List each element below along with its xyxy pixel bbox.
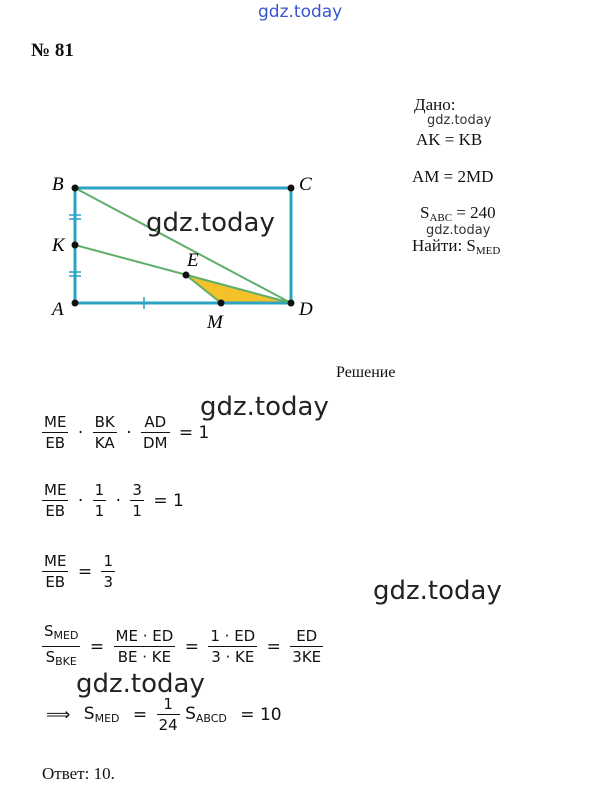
given-line-ak-kb: AK = KB bbox=[416, 130, 483, 149]
eq3-frac-me-eb: $\frac{ME}{EB}$ bbox=[44, 552, 67, 591]
given-find-text: Найти: S bbox=[412, 236, 476, 255]
equation-2: $\frac{ME}{EB}$ · $\frac{1}{1}$ · $\frac{3}{1}$ = 1 bbox=[44, 481, 184, 520]
eq5-s-abcd: $S_{ABCD}$ bbox=[185, 704, 227, 725]
label-c: C bbox=[299, 174, 312, 195]
eq5-s-med: $S_{MED}$ bbox=[83, 704, 120, 725]
watermark-given-2: gdz.today bbox=[426, 223, 491, 238]
point-d bbox=[288, 300, 295, 307]
eq4-frac-substituted: $\frac{1 \cdot ED}{3 \cdot KE}$ bbox=[210, 627, 256, 666]
eq1-frac-ad-dm: $\frac{AD}{DM}$ bbox=[143, 413, 168, 452]
eq2-frac-1-1: $\frac{1}{1}$ bbox=[94, 481, 105, 520]
watermark-top: gdz.today bbox=[258, 2, 343, 22]
given-area-s: S bbox=[420, 203, 430, 222]
equation-4: $\frac{S_{MED}}{S_{BKE}}$ = $\frac{ME \cdot ED}{BE \cdot KE}$ = $\frac{1 \cdot ED}{3 \cdot KE}$ = $\frac{ED}{3KE}$ bbox=[42, 621, 323, 672]
watermark-solution-1: gdz.today bbox=[200, 392, 329, 422]
given-find-sub: MED bbox=[475, 245, 501, 257]
watermark-solution-3: gdz.today bbox=[76, 669, 205, 699]
equation-5: ⟹ $S_{MED}$ = $\frac{1}{24}$ $S_{ABCD} = 10$ bbox=[46, 695, 282, 734]
eq4-frac-areas: $\frac{S_{MED}}{S_{BKE}}$ bbox=[44, 622, 79, 668]
label-d: D bbox=[299, 299, 313, 320]
given-line-am-md: AM = 2MD bbox=[412, 167, 494, 186]
given-header: Дано: bbox=[414, 95, 456, 114]
point-e bbox=[183, 272, 190, 279]
geometry-figure bbox=[40, 160, 340, 340]
watermark-solution-2: gdz.today bbox=[373, 576, 502, 606]
problem-number: № 81 bbox=[31, 40, 74, 61]
eq4-frac-result: $\frac{ED}{3KE}$ bbox=[292, 627, 322, 666]
given-line-area bbox=[420, 203, 496, 224]
eq2-frac-me-eb: $\frac{ME}{EB}$ bbox=[44, 481, 67, 520]
point-k bbox=[72, 242, 79, 249]
label-e: E bbox=[187, 250, 199, 271]
segment-bm bbox=[75, 188, 291, 303]
label-a: A bbox=[52, 299, 64, 320]
equation-3: $\frac{ME}{EB}$ = $\frac{1}{3}$ bbox=[44, 552, 114, 591]
eq2-frac-3-1: $\frac{3}{1}$ bbox=[132, 481, 142, 520]
point-c bbox=[288, 185, 295, 192]
answer: Ответ: 10. bbox=[42, 764, 115, 783]
given-area-value: = 240 bbox=[452, 203, 496, 222]
eq5-rhs: = 10 bbox=[240, 704, 282, 725]
point-m bbox=[218, 300, 225, 307]
eq1-frac-bk-ka: $\frac{BK}{KA}$ bbox=[94, 413, 115, 452]
label-b: B bbox=[52, 174, 64, 195]
eq3-frac-1-3: $\frac{1}{3}$ bbox=[103, 552, 114, 591]
solution-header: Решение bbox=[336, 364, 396, 381]
point-a bbox=[72, 300, 79, 307]
watermark-given-1: gdz.today bbox=[427, 113, 492, 128]
eq1-rhs: = 1 bbox=[178, 422, 210, 443]
eq4-frac-products: $\frac{ME \cdot ED}{BE \cdot KE}$ bbox=[115, 627, 174, 666]
point-b bbox=[72, 185, 79, 192]
equation-1: $\frac{ME}{EB}$ · $\frac{BK}{KA}$ · $\frac{AD}{DM}$ = 1 bbox=[44, 413, 210, 452]
given-find bbox=[412, 236, 500, 257]
eq2-rhs: = 1 bbox=[153, 490, 184, 511]
given-area-sub: ABC bbox=[429, 212, 453, 224]
eq5-frac-1-24: $\frac{1}{24}$ bbox=[158, 695, 178, 734]
label-m: M bbox=[207, 312, 223, 333]
label-k: K bbox=[52, 235, 65, 256]
watermark-figure: gdz.today bbox=[146, 208, 275, 238]
eq5-arrow: ⟹ bbox=[46, 704, 71, 725]
eq1-frac-me-eb: $\frac{ME}{EB}$ bbox=[44, 413, 67, 452]
